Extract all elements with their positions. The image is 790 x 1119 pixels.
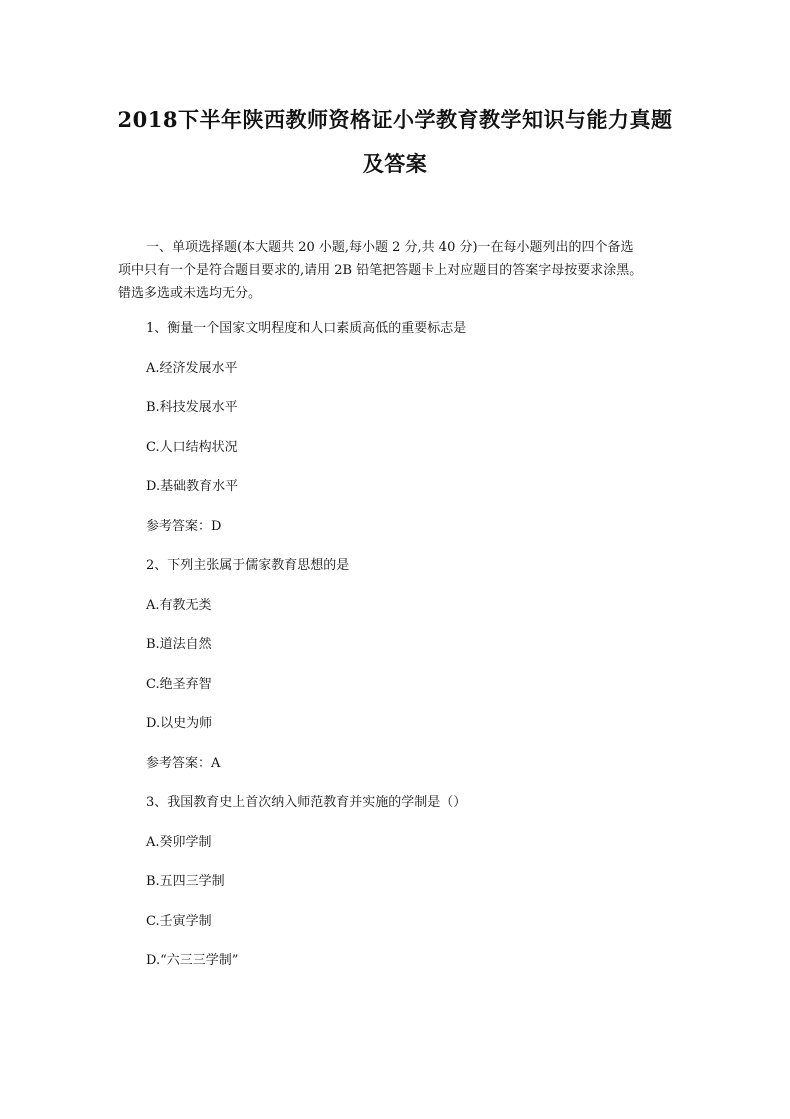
question-2-option-c: C.绝圣弃智	[146, 677, 212, 692]
intro-line-3: 错选多选或未选均无分。	[118, 286, 262, 301]
intro-line-1: 一、单项选择题(本大题共 20 小题,每小题 2 分,共 40 分)一在每小题列出的四个备选	[146, 240, 634, 255]
question-3-option-a: A.癸卯学制	[146, 835, 212, 850]
question-3-option-d: D.“六三三学制”	[146, 953, 239, 968]
question-1-option-b: B.科技发展水平	[146, 400, 238, 415]
question-3-option-c: C.壬寅学制	[146, 914, 212, 929]
question-2-stem: 2、下列主张属于儒家教育思想的是	[146, 558, 350, 573]
intro-line-2: 项中只有一个是符合题目要求的,请用 2B 铅笔把答题卡上对应题目的答案字母按要求涂黑。	[118, 263, 643, 278]
question-1-option-c: C.人口结构状况	[146, 440, 238, 455]
question-2-option-d: D.以史为师	[146, 716, 213, 731]
question-1-option-a: A.经济发展水平	[146, 361, 238, 376]
question-2-answer: 参考答案：A	[146, 756, 221, 771]
document-title-line-2: 及答案	[362, 151, 428, 176]
question-2-option-a: A.有教无类	[146, 598, 212, 613]
question-1-stem: 1、衡量一个国家文明程度和人口素质高低的重要标志是	[146, 321, 467, 336]
question-3-stem: 3、我国教育史上首次纳入师范教育并实施的学制是（）	[146, 795, 467, 810]
question-3-option-b: B.五四三学制	[146, 874, 225, 889]
question-1-option-d: D.基础教育水平	[146, 479, 239, 494]
section-intro	[118, 236, 678, 305]
question-1-answer: 参考答案：D	[146, 519, 222, 534]
document-title-line-1: 2018下半年陕西教师资格证小学教育教学知识与能力真题	[117, 107, 673, 132]
question-2-option-b: B.道法自然	[146, 637, 212, 652]
